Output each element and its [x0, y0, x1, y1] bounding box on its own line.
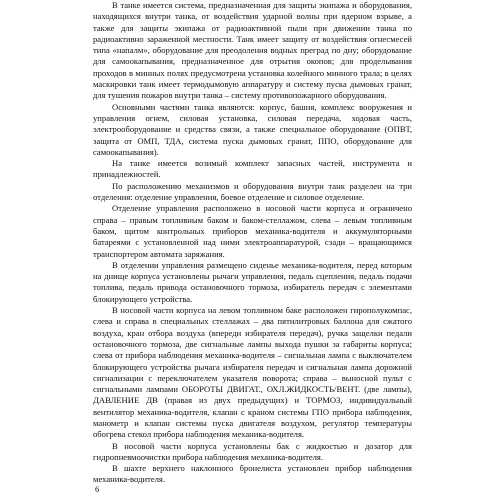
paragraph-cleaning-tank: В носовой части корпуса установлены бак с жидкостью и дозатор для гидропневмоочистки прибора наблюдения механика-водителя.: [93, 440, 412, 462]
page-number: 6: [95, 484, 100, 494]
paragraph-protection-system: В танке имеется система, предназначенная для защиты экипажа и оборудования, находящихся внутри танка, от воздействия ударной волны при ядерном взрыве, а также для защиты экипажа от радиоактивной пыли при движении танка по радиоактивно зараженной местности. Танк имеет защиту от воздействия огнесмесей типа «напалм», оборудование для преодоления водных преград по дну; оборудование для самоокапывания, предназначенное для отрытия окопов; для проделывания проходов в минных полях предусмотрена установка колейного минного трала; в целях маскировки танк имеет термодымовую аппаратуру и систему пуска дымовых гранат, для тушения пожаров внутри танка – систему противопожарного оборудования.: [93, 0, 412, 101]
paragraph-driver-seat: В отделении управления размещено сиденье механика-водителя, перед которым на днище корпуса установлены рычаги управления, педаль сцепления, педаль подачи топлива, педаль привода остановочного тормоза, избиратель передач с элементами блокирующего устройства.: [93, 259, 412, 304]
paragraph-spare-parts: На танке имеется возимый комплект запасных частей, инструмента и принадлежностей.: [93, 158, 412, 180]
paragraph-nose-equipment: В носовой части корпуса на левом топливном баке расположен гирополукомпас, слева и справа в специальных стеллажах – два пятилитровых баллона для сжатого воздуха, кран отбора воздуха (впереди избирателя передач), ручка защелки педали остановочного тормоза, две сигнальные лампы выхода пушки за габариты корпуса; слева от прибора наблюдения механика-водителя – сигнальная лампа с выключателем блокирующего устройства рычага избирателя передач и сигнальная лампа дорожной сигнализации с переключателем указателя поворота; справа – выносной пульт с сигнальными лампами ОБОРОТЫ ДВИГАТ., ОХЛ.ЖИДКОСТЬ/ВЕНТ. (две лампы), ДАВЛЕНИЕ ДВ (правая из двух предыдущих) и ТОРМОЗ, индивидуальный вентилятор механика-водителя, клапан с краном системы ГПО прибора наблюдения, манометр и клапан системы пуска двигателя воздухом, регулятор температуры обогрева стекол прибора наблюдения механика-водителя.: [93, 305, 412, 440]
paragraph-observation-device: В шахте верхнего наклонного бронелиста установлен прибор наблюдения механика-водителя.: [93, 463, 412, 485]
paragraph-compartments: По расположению механизмов и оборудования внутри танк разделен на три отделения: отделение управления, боевое отделение и силовое отделение.: [93, 180, 412, 203]
paragraph-main-parts: Основными частями танка являются: корпус, башня, комплекс вооружения и управления огнем, силовая установка, силовая передача, ходовая часть, электрооборудование и средства связи, а также специальное оборудование (ОПВТ, защита от ОМП, ТДА, система пуска дымовых гранат, ППО, оборудование для самоокапывания).: [93, 101, 412, 157]
paragraph-control-compartment: Отделение управления расположено в носовой части корпуса и ограничено справа – правым топливным баком и баком-стеллажом, слева – левым топливным баком, щитом контрольных приборов механика-водителя и аккумуляторными батареями с установленной над ними электроаппаратурой, сзади – вращающимся транспортером автомата заряжания.: [93, 203, 412, 259]
body-text: [93, 0, 412, 486]
